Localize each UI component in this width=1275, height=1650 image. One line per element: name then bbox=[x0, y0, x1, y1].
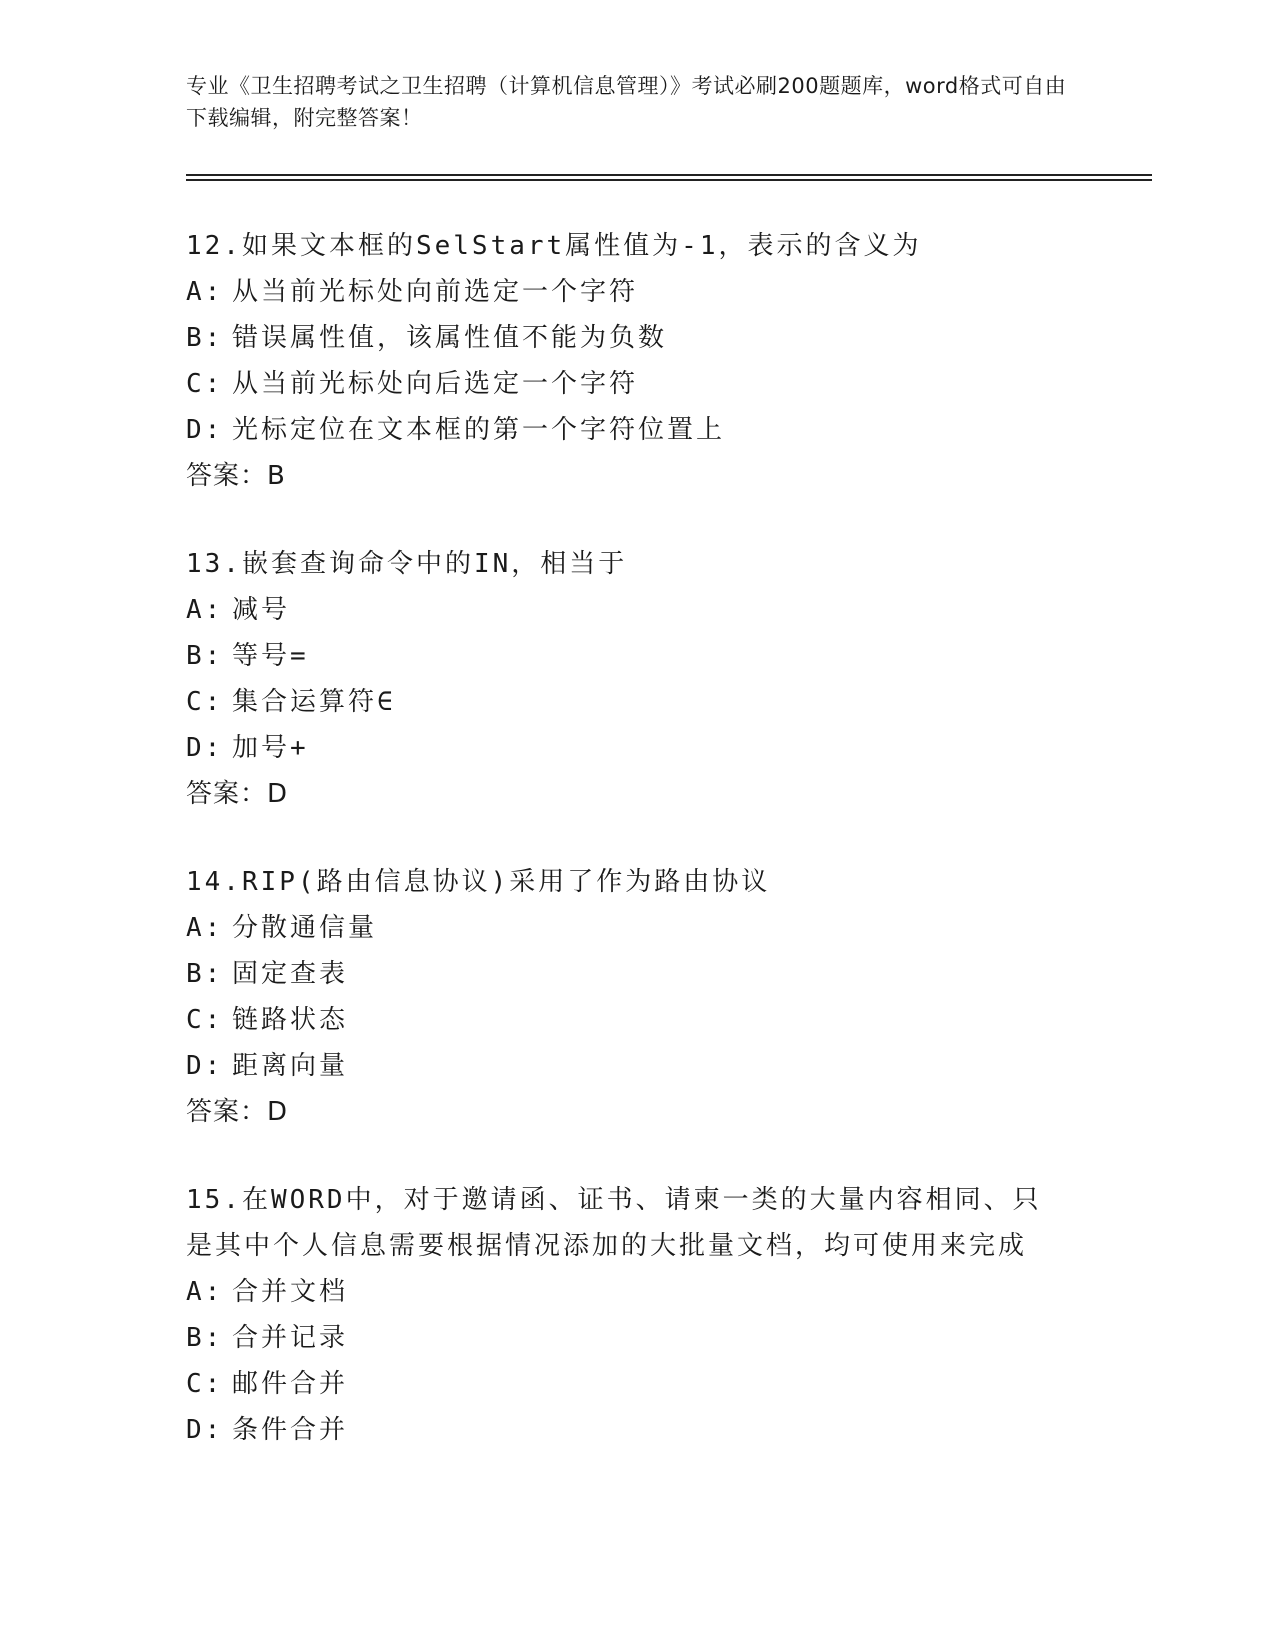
option-b bbox=[186, 633, 1146, 679]
option-letter: B: bbox=[186, 323, 224, 353]
option-a bbox=[186, 269, 1146, 315]
question-13 bbox=[186, 541, 1146, 817]
document-page bbox=[186, 70, 1146, 1495]
option-c bbox=[186, 361, 1146, 407]
option-text: 合并文档 bbox=[232, 1277, 349, 1307]
option-d bbox=[186, 407, 1146, 453]
option-letter: A: bbox=[186, 913, 224, 943]
option-text: 等号= bbox=[232, 641, 309, 671]
option-text: 邮件合并 bbox=[232, 1369, 349, 1399]
option-letter: D: bbox=[186, 733, 224, 763]
question-15 bbox=[186, 1177, 1146, 1453]
question-text: 14.RIP(路由信息协议)采用了作为路由协议 bbox=[186, 867, 771, 897]
option-a bbox=[186, 905, 1146, 951]
option-letter: A: bbox=[186, 595, 224, 625]
option-text: 加号+ bbox=[232, 733, 309, 763]
option-b bbox=[186, 315, 1146, 361]
option-letter: A: bbox=[186, 277, 224, 307]
option-text: 光标定位在文本框的第一个字符位置上 bbox=[232, 415, 726, 445]
option-letter: B: bbox=[186, 959, 224, 989]
option-text: 从当前光标处向前选定一个字符 bbox=[232, 277, 639, 307]
question-12 bbox=[186, 223, 1146, 499]
question-text: 12.如果文本框的SelStart属性值为-1，表示的含义为 bbox=[186, 231, 922, 261]
question-14 bbox=[186, 859, 1146, 1135]
option-d bbox=[186, 1407, 1146, 1453]
header-double-rule bbox=[186, 174, 1152, 181]
option-letter: C: bbox=[186, 687, 224, 717]
option-text: 减号 bbox=[232, 595, 291, 625]
option-text: 错误属性值，该属性值不能为负数 bbox=[232, 323, 668, 353]
question-text: 13.嵌套查询命令中的IN，相当于 bbox=[186, 549, 628, 579]
option-text: 分散通信量 bbox=[232, 913, 378, 943]
option-letter: D: bbox=[186, 1051, 224, 1081]
option-text: 链路状态 bbox=[232, 1005, 349, 1035]
option-text: 距离向量 bbox=[232, 1051, 349, 1081]
option-letter: D: bbox=[186, 1415, 224, 1445]
option-letter: D: bbox=[186, 415, 224, 445]
document-header: 专业《卫生招聘考试之卫生招聘（计算机信息管理）》考试必刷200题题库，word格式可自由下载编辑，附完整答案！ bbox=[186, 74, 1067, 130]
option-text: 合并记录 bbox=[232, 1323, 349, 1353]
question-text: 15.在WORD中，对于邀请函、证书、请柬一类的大量内容相同、只是其中个人信息需要根据情况添加的大批量文档，均可使用来完成 bbox=[186, 1185, 1042, 1261]
question-list bbox=[186, 223, 1146, 1453]
option-letter: C: bbox=[186, 1369, 224, 1399]
option-b bbox=[186, 951, 1146, 997]
option-text: 固定查表 bbox=[232, 959, 349, 989]
option-b bbox=[186, 1315, 1146, 1361]
option-letter: A: bbox=[186, 1277, 224, 1307]
answer-label: 答案：B bbox=[186, 461, 286, 491]
option-letter: B: bbox=[186, 641, 224, 671]
option-text: 从当前光标处向后选定一个字符 bbox=[232, 369, 639, 399]
option-a bbox=[186, 1269, 1146, 1315]
option-d bbox=[186, 1043, 1146, 1089]
option-c bbox=[186, 1361, 1146, 1407]
option-letter: C: bbox=[186, 369, 224, 399]
answer-label: 答案：D bbox=[186, 779, 289, 809]
option-c bbox=[186, 997, 1146, 1043]
option-d bbox=[186, 725, 1146, 771]
option-text: 集合运算符∈ bbox=[232, 687, 396, 717]
option-c bbox=[186, 679, 1146, 725]
option-a bbox=[186, 587, 1146, 633]
option-text: 条件合并 bbox=[232, 1415, 349, 1445]
answer-label: 答案：D bbox=[186, 1097, 289, 1127]
option-letter: B: bbox=[186, 1323, 224, 1353]
option-letter: C: bbox=[186, 1005, 224, 1035]
